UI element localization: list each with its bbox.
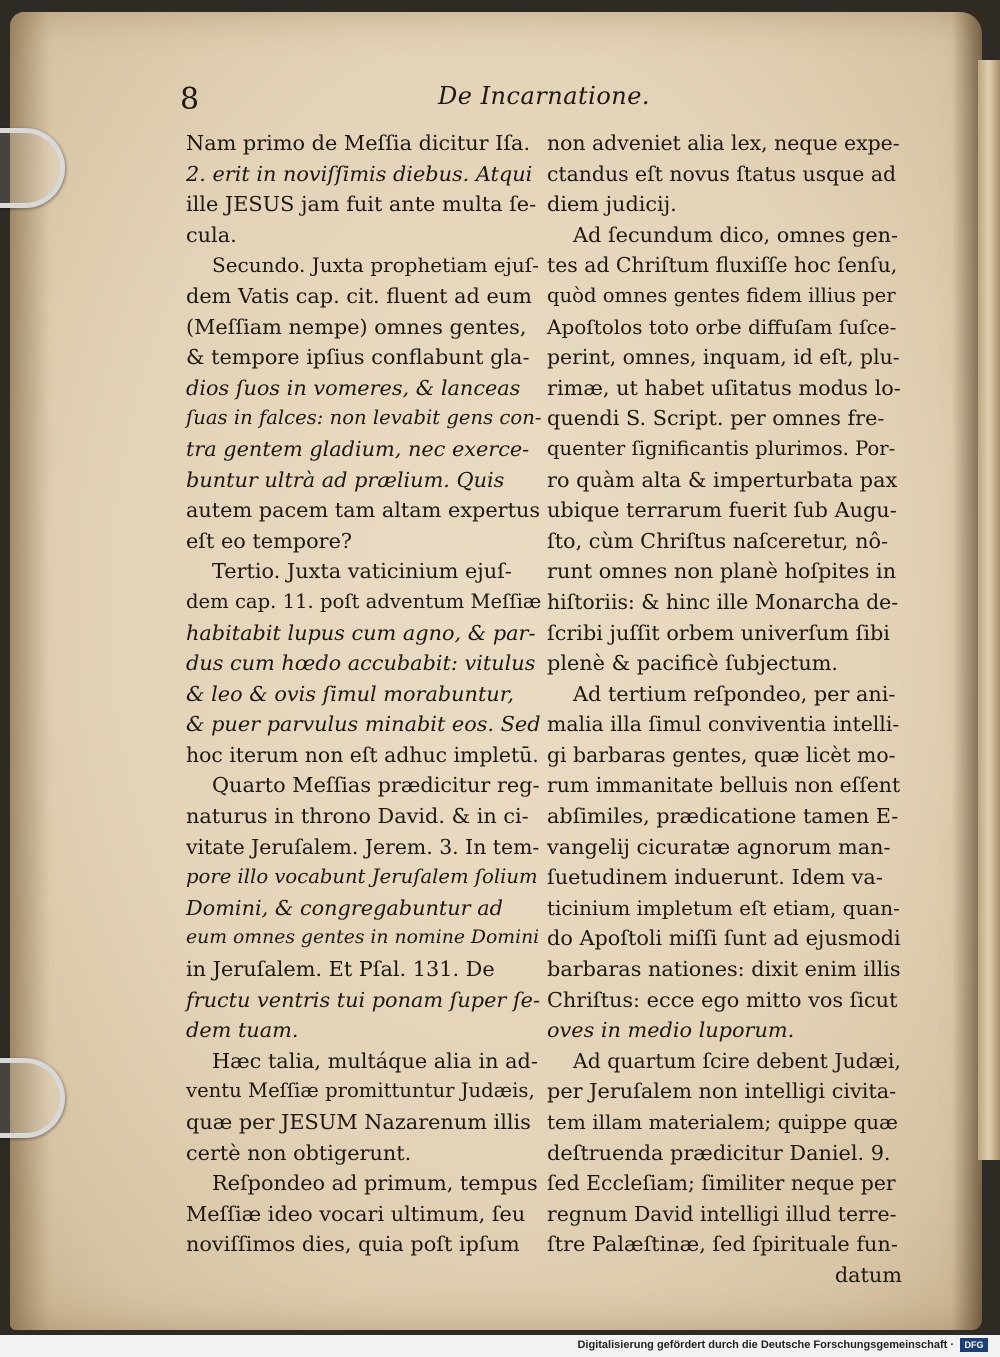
text-line: & puer parvulus minabit eos. Sed [186, 712, 541, 737]
text-line: ventu Meſſiæ promittuntur Judæis, [186, 1079, 535, 1103]
text-line: vangelij cicuratæ agnorum man- [547, 834, 891, 859]
text-line: & tempore ipſius conflabunt gla- [186, 345, 530, 370]
text-line: habitabit lupus cum agno, & par- [186, 620, 536, 645]
text-line: abſimiles, prædicatione tamen E- [547, 804, 899, 829]
dfg-logo: DFG [960, 1338, 988, 1352]
text-line: Ad quartum ſcire debent Judæi, [573, 1048, 901, 1073]
text-line: perint, omnes, inquam, id eſt, plu- [547, 345, 900, 370]
digitization-footer [0, 1335, 1000, 1357]
text-line: dem cap. 11. poſt adventum Meſſiæ [186, 589, 542, 613]
text-line: Hæc talia, multáque alia in ad- [212, 1048, 538, 1073]
text-line: malia illa ſimul conviventia intelli- [547, 712, 900, 737]
text-line: Ad tertium reſpondeo, per ani- [573, 681, 896, 706]
text-line: diem judicij. [547, 192, 677, 217]
text-line: 2. erit in noviſſimis diebus. Atqui [186, 161, 533, 186]
text-line: certè non obtigerunt. [186, 1140, 412, 1165]
text-line: ſuetudinem induerunt. Idem va- [547, 865, 883, 890]
text-line: dem tuam. [186, 1018, 299, 1043]
text-line: quòd omnes gentes fidem illius per [547, 283, 896, 307]
text-line: hoc iterum non eſt adhuc impletū. [186, 742, 539, 767]
text-line: cula. [186, 222, 237, 247]
text-line: ſtre Palæſtinæ, ſed ſpirituale fun- [547, 1232, 898, 1257]
funding-credit: Digitalisierung gefördert durch die Deutsche Forschungsgemeinschaft · [577, 1339, 954, 1351]
text-line: dios ſuos in vomeres, & lanceas [186, 375, 521, 400]
text-line: fructu ventris tui ponam ſuper ſe- [186, 987, 540, 1012]
text-line: tem illam materialem; quippe quæ [547, 1110, 898, 1134]
text-line: Tertio. Juxta vaticinium ejuſ- [212, 559, 512, 584]
text-line: ſto, cùm Chriſtus naſceretur, nô- [547, 528, 889, 553]
text-line: dem Vatis cap. cit. fluent ad eum [186, 283, 532, 308]
text-line: in Jeruſalem. Et Pſal. 131. De [186, 957, 495, 982]
text-line: & leo & ovis ſimul morabuntur, [186, 681, 514, 706]
text-line: Reſpondeo ad primum, tempus [212, 1171, 538, 1196]
text-line: deſtruenda prædicitur Daniel. 9. [547, 1140, 891, 1165]
text-column-left [186, 128, 541, 1260]
text-line: tra gentem gladium, nec exerce- [186, 436, 530, 461]
text-line: buntur ultrà ad prælium. Quis [186, 467, 505, 492]
text-line: eſt eo tempore? [186, 528, 353, 553]
text-line: per Jeruſalem non intelligi civita- [547, 1079, 897, 1104]
text-line: eum omnes gentes in nomine Domini [186, 927, 540, 949]
text-line: ille JESUS jam fuit ante multa ſe- [186, 192, 537, 217]
text-line: Quarto Meſſias prædicitur reg- [212, 773, 540, 798]
text-line: Nam primo de Meſſia dicitur Iſa. [186, 131, 531, 155]
text-line: Meſſiæ ideo vocari ultimum, ſeu [186, 1201, 526, 1226]
text-column-right [547, 128, 902, 1291]
text-line: oves in medio luporum. [547, 1018, 795, 1043]
text-line: Apoſtolos toto orbe diffuſam ſuſce- [547, 314, 897, 339]
text-line: quendi S. Script. per omnes fre- [547, 406, 885, 431]
text-line: ubique terrarum fuerit ſub Augu- [547, 498, 897, 523]
text-line: pore illo vocabunt Jeruſalem ſolium [186, 865, 538, 889]
text-line: ctandus eſt novus ſtatus usque ad [547, 161, 897, 186]
page-number: 8 [180, 82, 200, 117]
text-line: non adveniet alia lex, neque expe- [547, 131, 900, 155]
text-line: naturus in throno David. & in ci- [186, 804, 529, 829]
text-line: ro quàm alta & imperturbata pax [547, 467, 898, 492]
text-line: do Apoſtoli miſſi ſunt ad ejusmodi [547, 926, 901, 951]
text-line: datum [834, 1262, 902, 1287]
text-line: Secundo. Juxta prophetiam ejuſ- [212, 253, 539, 278]
text-line: rum immanitate belluis non eſſent [547, 773, 901, 798]
running-title: De Incarnatione. [438, 82, 651, 110]
text-line: dus cum hœdo accubabit: vitulus [186, 651, 536, 676]
text-line: tes ad Chriſtum fluxiſſe hoc ſenſu, [547, 253, 898, 278]
text-line: barbaras nationes: dixit enim illis [547, 957, 901, 982]
text-line: ticinium impletum eſt etiam, quan- [547, 895, 900, 920]
text-line: Ad ſecundum dico, omnes gen- [573, 222, 899, 247]
text-line: ſuas in falces: non levabit gens con- [186, 406, 542, 430]
text-line: Chriſtus: ecce ego mitto vos ſicut [547, 987, 898, 1012]
text-line: Domini, & congregabuntur ad [186, 895, 503, 920]
text-line: ſed Eccleſiam; ſimiliter neque per [547, 1171, 896, 1196]
running-head [180, 82, 910, 117]
text-line: plenè & pacificè ſubjectum. [547, 651, 839, 676]
text-line: gi barbaras gentes, quæ licèt mo- [547, 742, 896, 767]
text-line: (Meſſiam nempe) omnes gentes, [186, 314, 527, 339]
text-line: quæ per JESUM Nazarenum illis [186, 1110, 531, 1134]
text-line: vitate Jeruſalem. Jerem. 3. In tem- [186, 834, 540, 859]
next-page-edge [978, 60, 1000, 1160]
text-line: ſcribi juſſit orbem univerſum ſibi [547, 620, 890, 645]
text-line: hiſtoriis: & hinc ille Monarcha de- [547, 589, 899, 614]
text-line: runt omnes non planè hoſpites in [547, 559, 897, 584]
text-line: autem pacem tam altam expertus [186, 498, 541, 523]
text-line: noviſſimos dies, quia poſt ipſum [186, 1232, 520, 1257]
text-line: regnum David intelligi illud terre- [547, 1201, 897, 1226]
text-line: quenter ſignificantis plurimos. Por- [547, 436, 896, 460]
text-line: rimæ, ut habet uſitatus modus lo- [547, 375, 901, 400]
